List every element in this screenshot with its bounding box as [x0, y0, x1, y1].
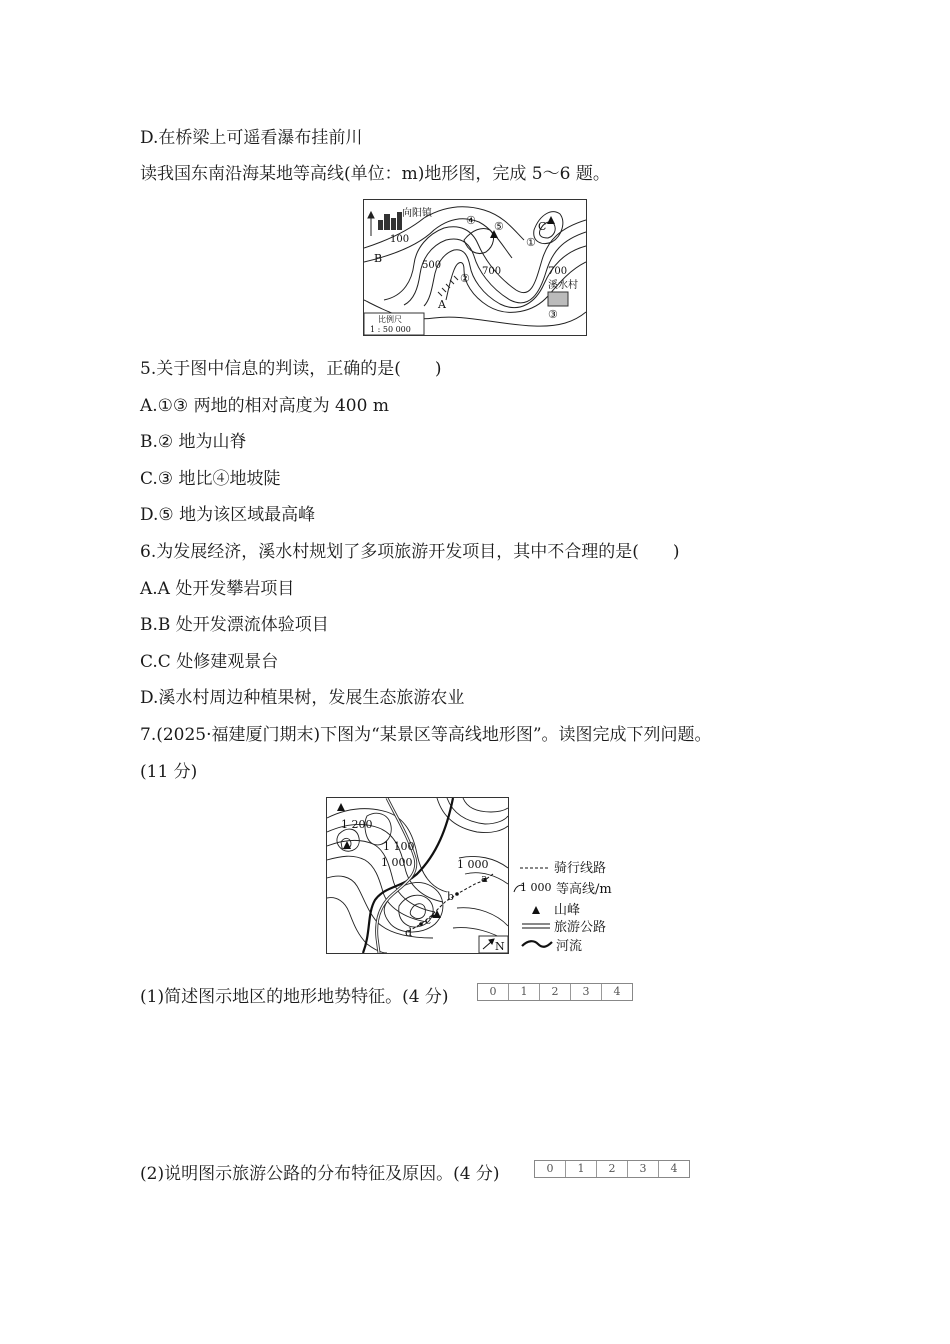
village-marker — [548, 292, 568, 306]
score-cell[interactable]: 1 — [509, 984, 540, 1000]
point-label: ② — [460, 272, 470, 285]
option-b: B.B 处开发漂流体验项目 — [140, 615, 329, 635]
contour-label: 1 100 — [383, 840, 415, 853]
contour-label: 1 000 — [381, 856, 413, 869]
point-label: b — [447, 890, 455, 903]
point-label: a — [481, 872, 488, 885]
point-label: ③ — [548, 308, 558, 321]
legend-contour-value: 1 000 — [520, 881, 552, 894]
option-d: D.溪水村周边种植果树，发展生态旅游农业 — [140, 688, 465, 708]
point-label: ⑤ — [494, 220, 504, 233]
point-label: ④ — [466, 214, 476, 227]
option-a: A.A 处开发攀岩项目 — [140, 579, 295, 599]
question-6: 6.为发展经济，溪水村规划了多项旅游开发项目，其中不合理的是( ) — [140, 542, 680, 562]
score-cell[interactable]: 3 — [571, 984, 602, 1000]
option-a: A.①③ 两地的相对高度为 400 m — [140, 396, 389, 416]
peak-icon — [433, 910, 441, 918]
town-icon — [378, 212, 402, 230]
north-arrow-icon — [368, 212, 374, 236]
map-legend — [510, 858, 635, 958]
scale-title: 比例尺 — [378, 315, 402, 324]
sub-question-1: (1)简述图示地区的地形地势特征。(4 分) — [140, 987, 449, 1007]
point-label: c — [425, 914, 432, 927]
point-label: C — [538, 220, 547, 233]
legend-contour: 等高线/m — [556, 882, 612, 897]
contour-label: 700 — [482, 266, 502, 277]
contour-label: 1 200 — [341, 818, 373, 831]
contour-label: 500 — [422, 260, 442, 271]
score-box-2[interactable] — [534, 1160, 690, 1178]
scale-value: 1 : 50 000 — [370, 325, 411, 334]
sub-question-2: (2)说明图示旅游公路的分布特征及原因。(4 分) — [140, 1164, 500, 1184]
score-box-1[interactable] — [477, 983, 633, 1001]
contour-label: 700 — [548, 266, 568, 277]
score-cell[interactable]: 3 — [628, 1161, 659, 1177]
question-7-points: (11 分) — [140, 762, 198, 782]
contour-label: 1 000 — [457, 858, 489, 871]
river-icon — [522, 941, 552, 947]
score-cell[interactable]: 4 — [613, 985, 621, 998]
point-label: ① — [526, 236, 536, 249]
north-label: N — [495, 940, 505, 953]
option-c: C.C 处修建观景台 — [140, 652, 279, 672]
option-c: C.③ 地比④地坡陡 — [140, 469, 281, 489]
legend-river: 河流 — [556, 939, 583, 954]
score-cell[interactable]: 2 — [540, 984, 571, 1000]
peak-icon — [547, 216, 555, 224]
score-cell[interactable]: 1 — [566, 1161, 597, 1177]
legend-cycling: 骑行线路 — [554, 861, 607, 876]
peak-icon — [337, 803, 345, 811]
village-label: 溪水村 — [548, 280, 578, 291]
score-cell[interactable]: 2 — [597, 1161, 628, 1177]
option-b: B.② 地为山脊 — [140, 432, 247, 452]
legend-road: 旅游公路 — [554, 920, 607, 935]
question-7: 7.(2025·福建厦门期末)下图为“某景区等高线地形图”。读图完成下列问题。 — [140, 725, 712, 745]
score-cell[interactable]: 0 — [535, 1161, 566, 1177]
contour-label: 100 — [390, 234, 410, 245]
peak-icon — [532, 906, 540, 914]
contour-map-1 — [363, 199, 587, 336]
score-cell[interactable]: 4 — [670, 1162, 678, 1175]
contour-map-2 — [326, 797, 509, 954]
town-label: 向阳镇 — [402, 208, 432, 219]
legend-peak: 山峰 — [554, 903, 581, 918]
point-label: B — [374, 252, 383, 265]
option-line: D.在桥梁上可遥看瀑布挂前川 — [140, 128, 363, 148]
passage-intro: 读我国东南沿海某地等高线(单位：m)地形图，完成 5～6 题。 — [140, 164, 610, 184]
option-d: D.⑤ 地为该区域最高峰 — [140, 505, 316, 525]
point-label: A — [438, 298, 446, 311]
score-cell[interactable]: 0 — [478, 984, 509, 1000]
question-5: 5.关于图中信息的判读，正确的是( ) — [140, 359, 442, 379]
point-label: d — [405, 926, 413, 939]
peak-icon — [343, 841, 351, 849]
